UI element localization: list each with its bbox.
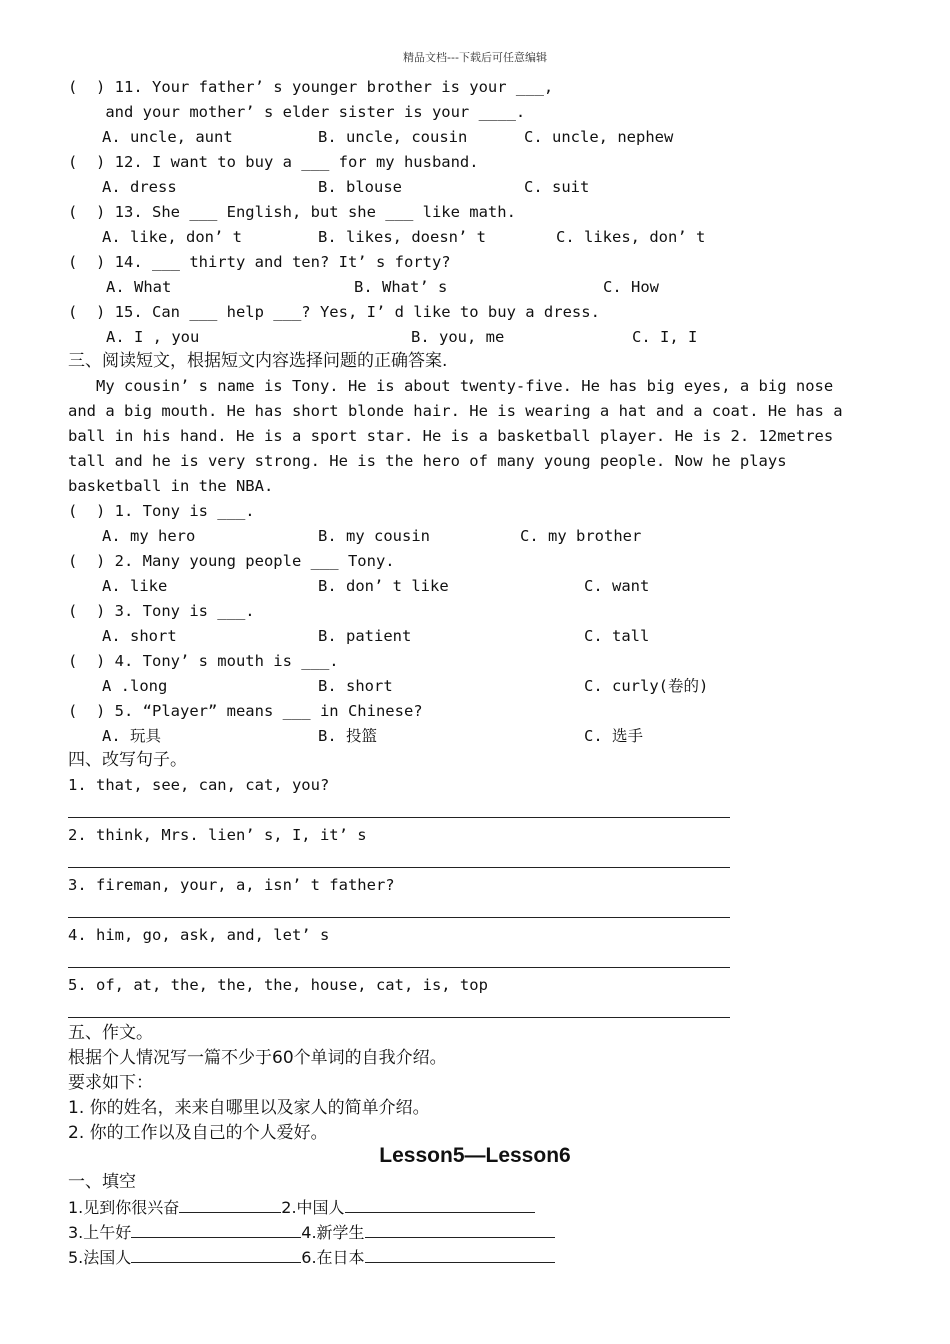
option-b: B. don’ t like — [318, 577, 449, 595]
option-a: A. What — [106, 278, 172, 296]
fill-prompt: 5.法国人 — [68, 1248, 132, 1267]
option-c: C. tall — [584, 627, 650, 645]
question-13: ( ) 13. She ___ English, but she ___ like math. — [68, 203, 516, 221]
page-header: 精品文档---下载后可任意编辑 — [403, 51, 547, 64]
option-a: A. like, don’ t — [102, 228, 242, 246]
option-c: C. I, I — [632, 328, 698, 346]
fill-row — [68, 1221, 555, 1243]
option-a: A. 玩具 — [102, 727, 161, 745]
essay-requirement-2: 2. 你的工作以及自己的个人爱好。 — [68, 1123, 328, 1143]
option-c: C. uncle, nephew — [524, 128, 674, 146]
option-a: A. like — [102, 577, 168, 595]
fill-blank[interactable] — [131, 1221, 301, 1238]
option-b: B. my cousin — [318, 527, 430, 545]
reading-question-2: ( ) 2. Many young people ___ Tony. — [68, 552, 395, 570]
fill-prompt: 4.新学生 — [301, 1223, 365, 1242]
rewrite-item-5: 5. of, at, the, the, the, house, cat, is, top — [68, 976, 488, 994]
fill-blank[interactable] — [345, 1196, 535, 1213]
option-c: C. my brother — [520, 527, 642, 545]
fill-row — [68, 1196, 535, 1218]
answer-line[interactable] — [68, 917, 730, 918]
question-11-cont: and your mother’ s elder sister is your ____. — [68, 103, 526, 121]
answer-line[interactable] — [68, 1017, 730, 1018]
answer-line[interactable] — [68, 817, 730, 818]
option-a: A. my hero — [102, 527, 196, 545]
fill-row — [68, 1246, 555, 1268]
section-3-title: 三、阅读短文，根据短文内容选择问题的正确答案. — [68, 351, 448, 371]
fill-blank[interactable] — [365, 1246, 555, 1263]
fill-blank[interactable] — [131, 1246, 301, 1263]
option-c: C. curly(卷的) — [584, 677, 709, 695]
passage-line: and a big mouth. He has short blonde hair. He is wearing a hat and a coat. He has a — [68, 402, 843, 420]
question-15: ( ) 15. Can ___ help ___? Yes, I’ d like to buy a dress. — [68, 303, 600, 321]
reading-question-5: ( ) 5. “Player” means ___ in Chinese? — [68, 702, 423, 720]
option-b: B. short — [318, 677, 393, 695]
reading-question-4: ( ) 4. Tony’ s mouth is ___. — [68, 652, 339, 670]
question-11: ( ) 11. Your father’ s younger brother is your ___, — [68, 78, 554, 96]
option-b: B. 投篮 — [318, 727, 377, 745]
reading-question-3: ( ) 3. Tony is ___. — [68, 602, 255, 620]
essay-instruction: 根据个人情况写一篇不少于60个单词的自我介绍。 — [68, 1048, 447, 1068]
option-c: C. 选手 — [584, 727, 643, 745]
option-b: B. patient — [318, 627, 412, 645]
rewrite-item-4: 4. him, go, ask, and, let’ s — [68, 926, 330, 944]
option-a: A. I , you — [106, 328, 200, 346]
rewrite-item-2: 2. think, Mrs. lien’ s, I, it’ s — [68, 826, 367, 844]
passage-line: ball in his hand. He is a sport star. He is a basketball player. He is 2. 12metres — [68, 427, 834, 445]
question-12: ( ) 12. I want to buy a ___ for my husband. — [68, 153, 479, 171]
answer-line[interactable] — [68, 967, 730, 968]
option-a: A. dress — [102, 178, 177, 196]
rewrite-item-3: 3. fireman, your, a, isn’ t father? — [68, 876, 395, 894]
passage-line: My cousin’ s name is Tony. He is about twenty-five. He has big eyes, a big nose — [68, 377, 834, 395]
section-5-title: 五、作文。 — [68, 1023, 153, 1043]
option-c: C. suit — [524, 178, 590, 196]
question-14: ( ) 14. ___ thirty and ten? It’ s forty? — [68, 253, 451, 271]
section-4-title: 四、改写句子。 — [68, 750, 187, 770]
essay-requirement-1: 1. 你的姓名，来来自哪里以及家人的简单介绍。 — [68, 1098, 430, 1118]
option-b: B. blouse — [318, 178, 402, 196]
fill-prompt: 1.见到你很兴奋 — [68, 1198, 180, 1217]
option-b: B. likes, doesn’ t — [318, 228, 486, 246]
option-c: C. want — [584, 577, 650, 595]
answer-line[interactable] — [68, 867, 730, 868]
rewrite-item-1: 1. that, see, can, cat, you? — [68, 776, 330, 794]
passage-line: basketball in the NBA. — [68, 477, 274, 495]
fill-prompt: 2.中国人 — [281, 1198, 345, 1217]
option-a: A .long — [102, 677, 168, 695]
option-a: A. short — [102, 627, 177, 645]
fill-prompt: 6.在日本 — [301, 1248, 365, 1267]
option-b: B. What’ s — [354, 278, 448, 296]
option-b: B. you, me — [411, 328, 505, 346]
reading-question-1: ( ) 1. Tony is ___. — [68, 502, 255, 520]
fill-section-title: 一、填空 — [68, 1172, 136, 1192]
option-a: A. uncle, aunt — [102, 128, 233, 146]
fill-blank[interactable] — [365, 1221, 555, 1238]
option-c: C. likes, don’ t — [556, 228, 706, 246]
option-c: C. How — [603, 278, 659, 296]
fill-blank[interactable] — [179, 1196, 281, 1213]
passage-line: tall and he is very strong. He is the hero of many young people. Now he plays — [68, 452, 787, 470]
lesson-title: Lesson5—Lesson6 — [379, 1144, 571, 1167]
essay-requirements-label: 要求如下： — [68, 1073, 153, 1093]
option-b: B. uncle, cousin — [318, 128, 468, 146]
fill-prompt: 3.上午好 — [68, 1223, 132, 1242]
